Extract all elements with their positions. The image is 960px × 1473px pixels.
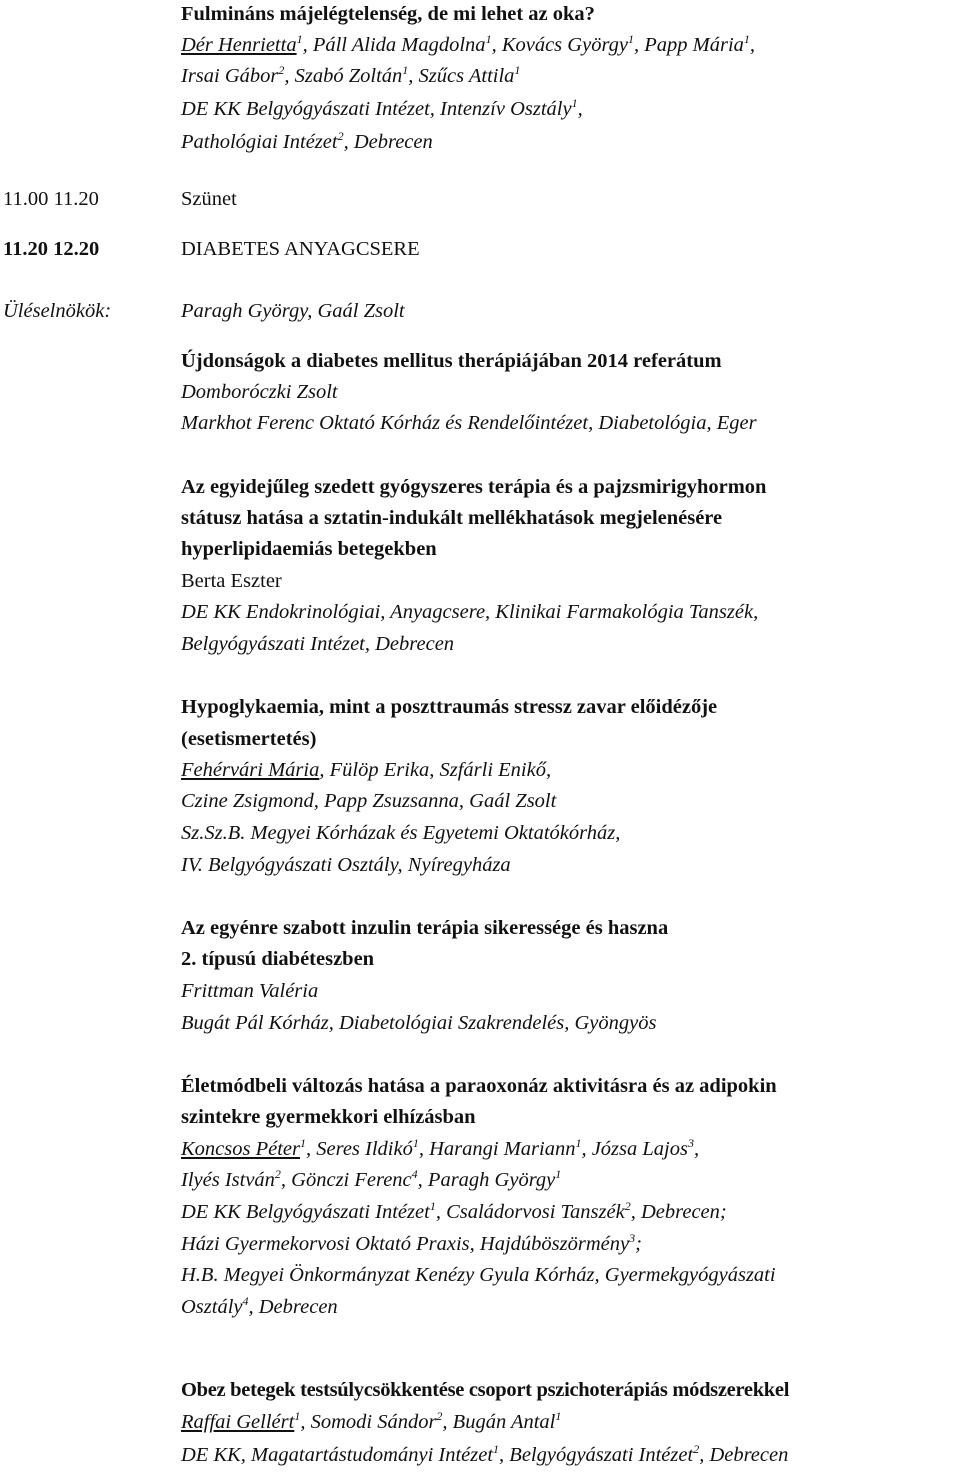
- talk-5-title-2: szintekre gyermekkori elhízásban: [181, 1106, 476, 1128]
- affil-mark: 1: [485, 32, 492, 46]
- break-label: Szünet: [181, 188, 237, 210]
- author: , Papp Mária: [634, 34, 744, 56]
- affil-mark: 1: [514, 63, 521, 77]
- affil-mark: 4: [242, 1294, 249, 1308]
- talk-3-affiliation-2: IV. Belgyógyászati Osztály, Nyíregyháza: [181, 854, 511, 876]
- break-time: 11.00 11.20: [3, 188, 99, 210]
- affil-mark: 2: [337, 129, 344, 143]
- talk-2-author: Berta Eszter: [181, 570, 282, 592]
- talk-2-affiliation-2: Belgyógyászati Intézet, Debrecen: [181, 633, 455, 655]
- prev-talk-affil-1: [181, 97, 583, 121]
- affil-mark: 1: [743, 32, 750, 46]
- author-presenter: Dér Henrietta: [181, 34, 297, 56]
- authors: , Fülöp Erika, Szfárli Enikő,: [319, 759, 552, 781]
- affil-mark: 4: [411, 1167, 418, 1181]
- author: , Seres Ildikó: [306, 1138, 413, 1160]
- talk-2-title-3: hyperlipidaemiás betegekben: [181, 538, 437, 560]
- affil-mark: 1: [429, 1199, 436, 1213]
- talk-5-affiliation-2: [181, 1232, 642, 1256]
- affil-mark: 3: [629, 1231, 636, 1245]
- talk-5-affiliation-1: [181, 1200, 727, 1224]
- talk-1-author: Domboróczki Zsolt: [181, 381, 338, 403]
- affil-mark: 1: [300, 1136, 306, 1150]
- author-presenter: Raffai Gellért: [181, 1411, 295, 1433]
- separator: ,: [577, 98, 583, 120]
- talk-3-affiliation-1: Sz.Sz.B. Megyei Kórházak és Egyetemi Oktatókórház,: [181, 822, 621, 844]
- author: , Szabó Zoltán: [284, 65, 403, 87]
- affil-mark: 3: [687, 1136, 694, 1150]
- affil-mark: 1: [628, 32, 635, 46]
- affil-mark: 2: [274, 1167, 281, 1181]
- author: , Józsa Lajos: [581, 1138, 688, 1160]
- author-presenter: Fehérvári Mária: [181, 759, 320, 781]
- talk-6-authors: [181, 1410, 561, 1434]
- talk-6-title: Obez betegek testsúlycsökkentése csoport pszichoterápiás módszerekkel: [181, 1379, 790, 1401]
- author: , Paragh György: [417, 1169, 556, 1191]
- prev-talk-authors-1: [181, 33, 755, 57]
- city: , Debrecen: [248, 1296, 338, 1318]
- separator: ,: [693, 1138, 700, 1160]
- separator: ,: [749, 34, 756, 56]
- affil-mark: 2: [436, 1409, 443, 1423]
- affiliation: Házi Gyermekorvosi Oktató Praxis, Hajdúböszörmény: [181, 1233, 630, 1255]
- affiliation: DE KK Belgyógyászati Intézet: [181, 1201, 430, 1223]
- talk-2-title-2: státusz hatása a sztatin-indukált mellékhatások megjelenésére: [181, 507, 723, 529]
- city: , Debrecen: [699, 1444, 789, 1466]
- affil-mark: 1: [555, 1409, 562, 1423]
- talk-4-author: Frittman Valéria: [181, 980, 319, 1002]
- talk-2-title-1: Az egyidejűleg szedett gyógyszeres terápia és a pajzsmirigyhormon: [181, 476, 767, 498]
- separator: ;: [635, 1233, 642, 1255]
- affiliation: , Családorvosi Tanszék: [435, 1201, 625, 1223]
- talk-5-title-1: Életmódbeli változás hatása a paraoxonáz aktivitásra és az adipokin: [181, 1075, 777, 1097]
- affil-mark: 1: [575, 1136, 582, 1150]
- affiliation: , Belgyógyászati Intézet: [499, 1444, 694, 1466]
- affil-mark: 2: [693, 1442, 700, 1456]
- affil-mark: 2: [624, 1199, 631, 1213]
- talk-1-affiliation: Markhot Ferenc Oktató Kórház és Rendelőintézet, Diabetológia, Eger: [181, 412, 757, 434]
- talk-4-title-2: 2. típusú diabéteszben: [181, 948, 375, 970]
- author: , Somodi Sándor: [300, 1411, 437, 1433]
- affiliation: Osztály: [181, 1296, 243, 1318]
- affil-mark: 1: [296, 32, 303, 46]
- prev-talk-authors-2: [181, 64, 520, 88]
- session-title: DIABETES ANYAGCSERE: [181, 238, 420, 260]
- affil-mark: 1: [402, 63, 409, 77]
- author: , Harangi Mariann: [418, 1138, 576, 1160]
- talk-6-affiliation: [181, 1443, 788, 1467]
- talk-5-authors-2: [181, 1168, 561, 1192]
- city: , Debrecen;: [630, 1201, 727, 1223]
- session-time: 11.20 12.20: [3, 238, 100, 260]
- talk-5-affiliation-3: H.B. Megyei Önkormányzat Kenézy Gyula Kórház, Gyermekgyógyászati: [181, 1264, 776, 1286]
- affil-mark: 1: [555, 1167, 562, 1181]
- affiliation: DE KK, Magatartástudományi Intézet: [181, 1444, 494, 1466]
- talk-3-authors-1: [181, 758, 551, 782]
- talk-3-authors-2: Czine Zsigmond, Papp Zsuzsanna, Gaál Zsolt: [181, 790, 557, 812]
- author: , Szűcs Attila: [408, 65, 515, 87]
- talk-4-title-1: Az egyénre szabott inzulin terápia sikeressége és haszna: [181, 917, 669, 939]
- author: , Bugán Antal: [442, 1411, 556, 1433]
- author: , Kovács György: [491, 34, 629, 56]
- author: Irsai Gábor: [181, 65, 279, 87]
- city: , Debrecen: [343, 131, 433, 153]
- author-presenter: Koncsos Péter: [181, 1138, 300, 1160]
- affil-mark: 1: [493, 1442, 500, 1456]
- affil-mark: 2: [278, 63, 285, 77]
- affil-mark: 1: [412, 1136, 419, 1150]
- affiliation: Pathológiai Intézet: [181, 131, 338, 153]
- author: , Gönczi Ferenc: [280, 1169, 412, 1191]
- talk-4-affiliation: Bugát Pál Kórház, Diabetológiai Szakrendelés, Gyöngyös: [181, 1012, 657, 1034]
- chairs-names: Paragh György, Gaál Zsolt: [181, 300, 405, 322]
- talk-3-title-1: Hypoglykaemia, mint a poszttraumás stressz zavar előidézője: [181, 696, 718, 718]
- talk-5-affiliation-4: [181, 1295, 338, 1319]
- affil-mark: 1: [571, 96, 578, 110]
- author: , Páll Alida Magdolna: [302, 34, 486, 56]
- talk-2-affiliation-1: DE KK Endokrinológiai, Anyagcsere, Klinikai Farmakológia Tanszék,: [181, 601, 759, 623]
- affiliation: DE KK Belgyógyászati Intézet, Intenzív Osztály: [181, 98, 572, 120]
- prev-talk-affil-2: [181, 130, 433, 154]
- talk-5-authors-1: [181, 1137, 699, 1161]
- prev-talk-title: Fulmináns májelégtelenség, de mi lehet az oka?: [181, 3, 595, 25]
- chairs-label: Üléselnökök:: [3, 300, 112, 322]
- author: Ilyés István: [181, 1169, 275, 1191]
- affil-mark: 1: [294, 1409, 301, 1423]
- talk-3-title-2: (esetismertetés): [181, 728, 317, 750]
- talk-1-title: Újdonságok a diabetes mellitus therápiájában 2014 referátum: [181, 350, 722, 372]
